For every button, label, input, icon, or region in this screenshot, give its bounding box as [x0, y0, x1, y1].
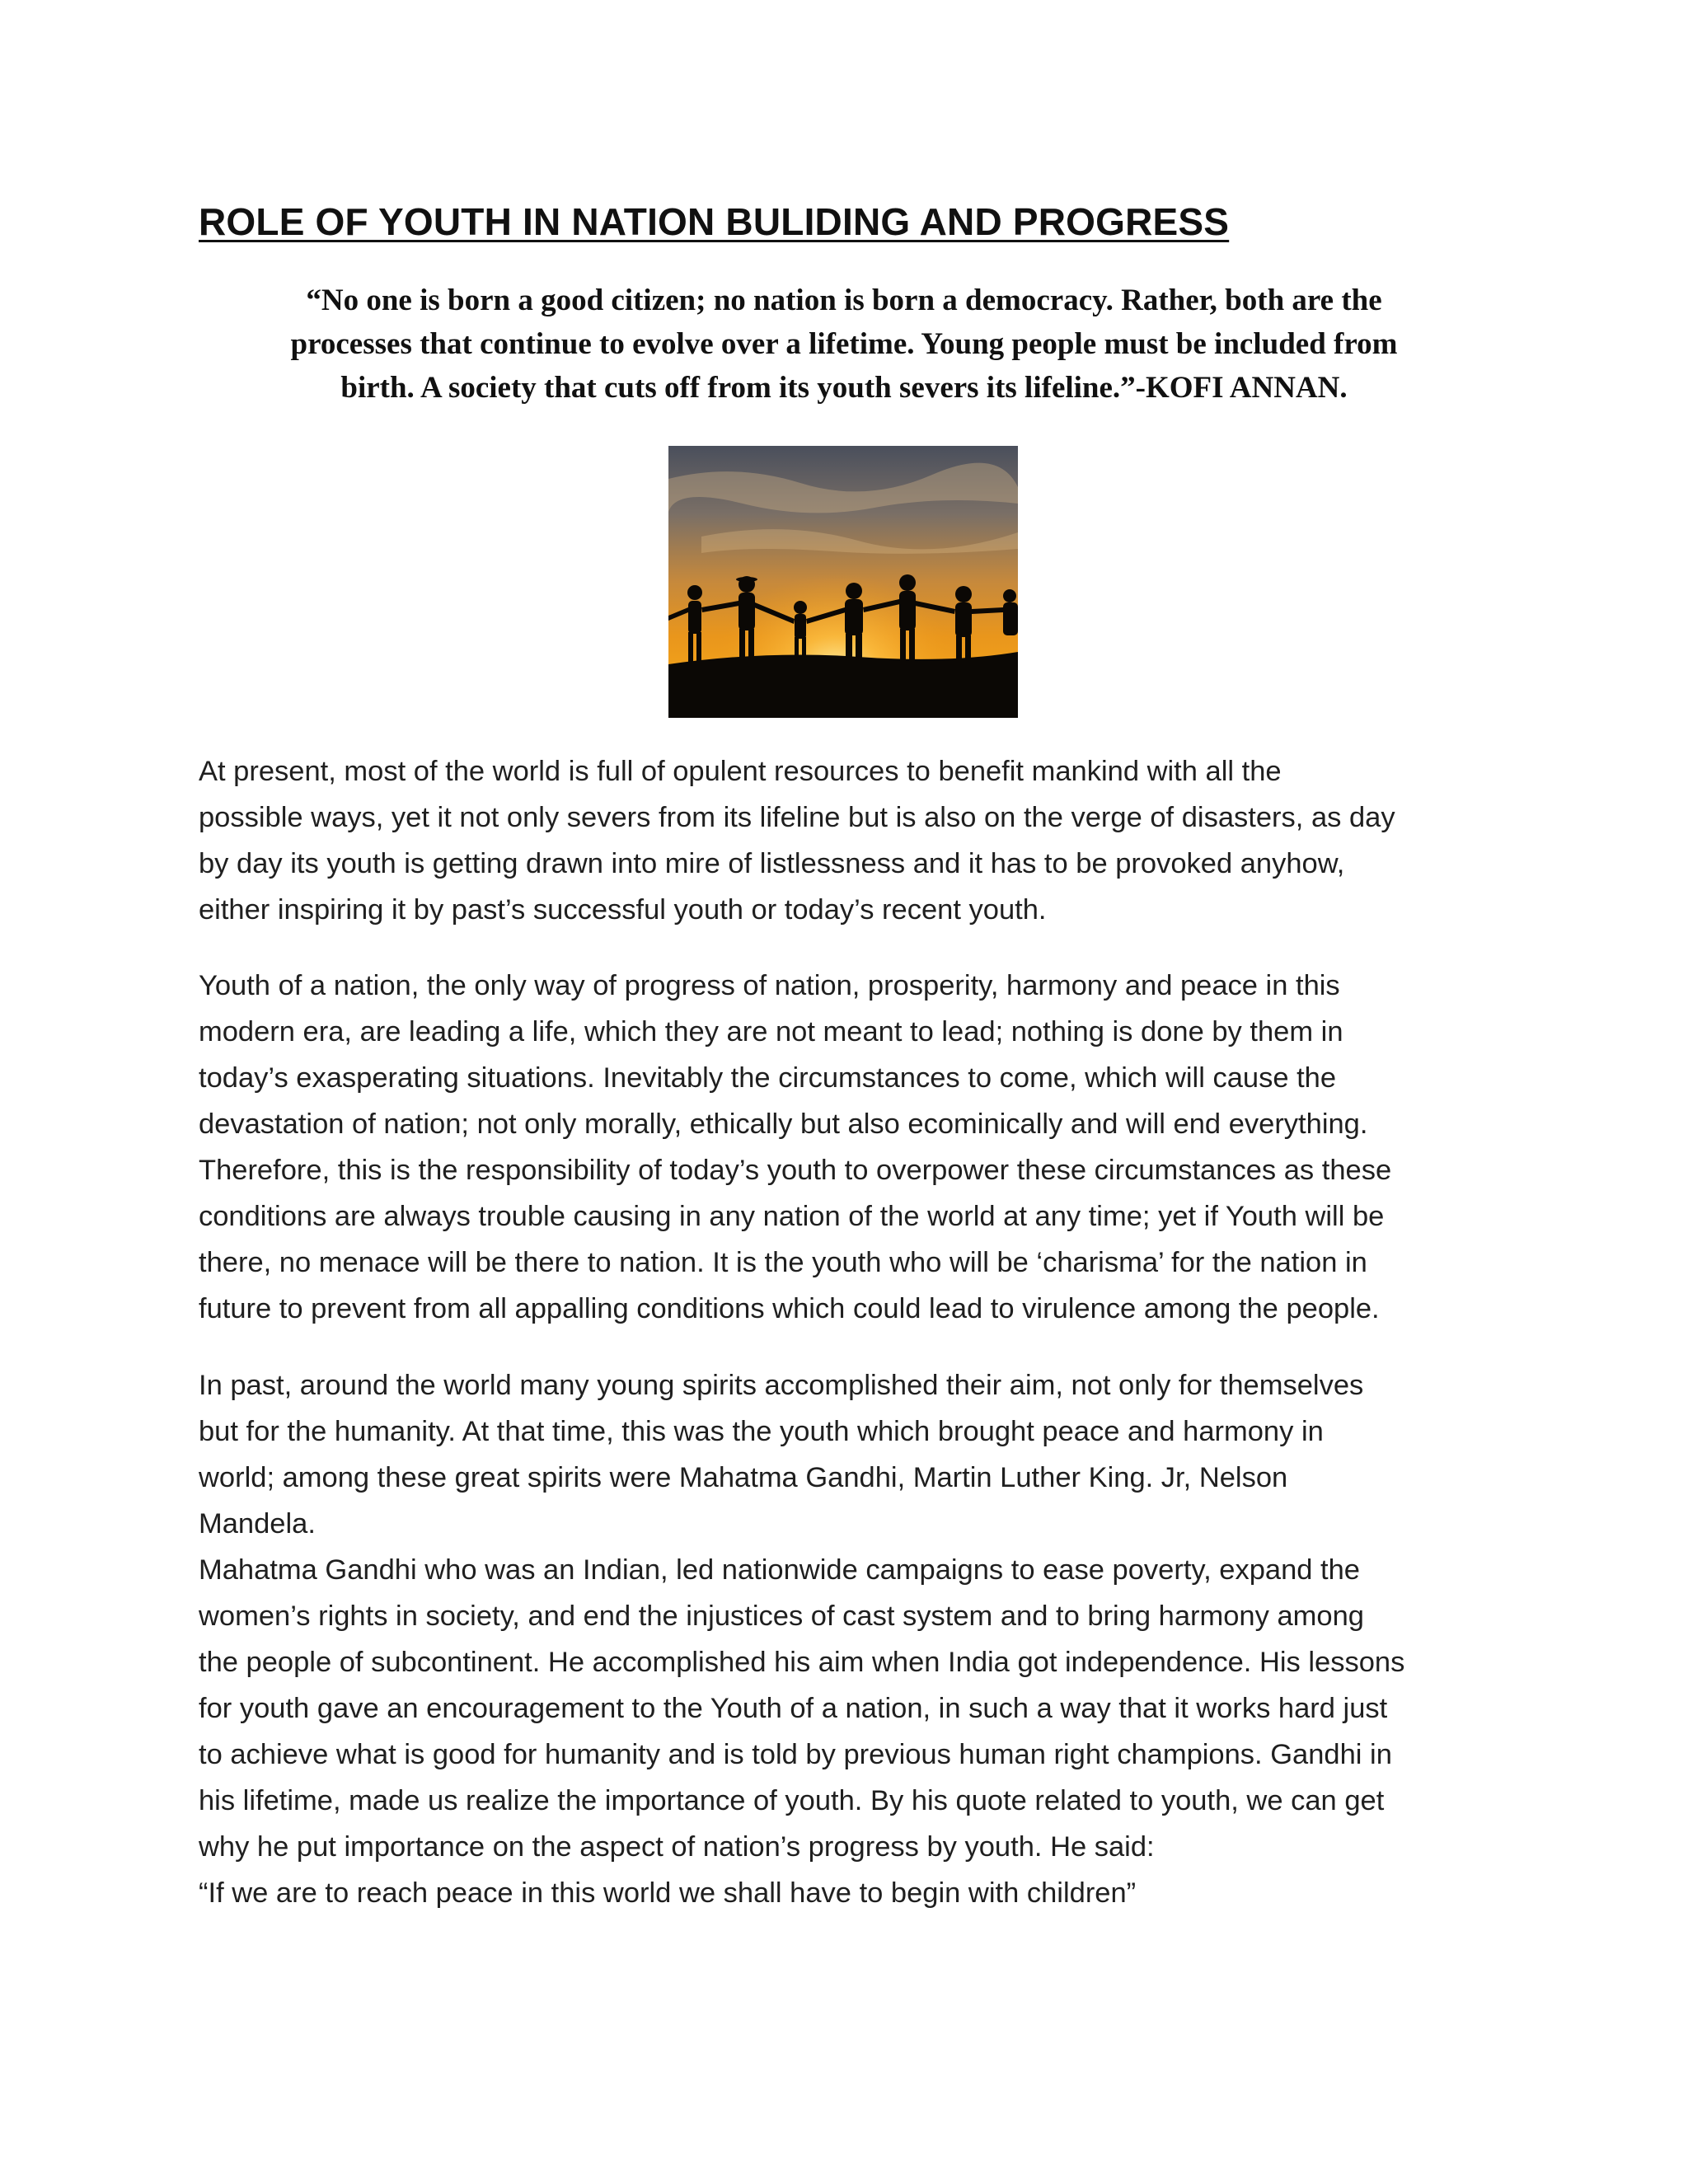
silhouettes-holding-hands-icon [668, 446, 1018, 718]
paragraph-present-world [199, 748, 1517, 933]
paragraph-youth-of-nation [199, 963, 1517, 1332]
text-line: his lifetime, made us realize the importance of youth. By his quote related to youth, we can get [199, 1785, 1385, 1816]
text-line: but for the humanity. At that time, this was the youth which brought peace and harmony in [199, 1416, 1324, 1447]
text-line: women’s rights in society, and end the injustices of cast system and to bring harmony among [199, 1601, 1364, 1632]
text-line: At present, most of the world is full of opulent resources to benefit mankind with all the [199, 756, 1282, 787]
text-line: possible ways, yet it not only severs from its lifeline but is also on the verge of disasters, as day [199, 802, 1395, 833]
silhouettes-sunset-photo [668, 446, 1018, 718]
text-line: conditions are always trouble causing in any nation of the world at any time; yet if Youth will be [199, 1201, 1385, 1232]
text-line: there, no menace will be there to nation. It is the youth who will be ‘charisma’ for the nation in [199, 1247, 1367, 1278]
text-line: Mandela. [199, 1508, 316, 1540]
text-line: Mahatma Gandhi who was an Indian, led nationwide campaigns to ease poverty, expand the [199, 1554, 1360, 1586]
text-line: to achieve what is good for humanity and is told by previous human right champions. Gandhi in [199, 1739, 1392, 1770]
quote-line: birth. A society that cuts off from its youth severs its lifeline.”-KOFI ANNAN. [340, 371, 1348, 405]
text-line: why he put importance on the aspect of nation’s progress by youth. He said: [199, 1831, 1155, 1863]
text-line: the people of subcontinent. He accomplished his aim when India got independence. His lessons [199, 1647, 1405, 1678]
text-line: today’s exasperating situations. Inevitably the circumstances to come, which will cause the [199, 1062, 1337, 1094]
text-line: Youth of a nation, the only way of progress of nation, prosperity, harmony and peace in this [199, 970, 1340, 1001]
text-line: world; among these great spirits were Mahatma Gandhi, Martin Luther King. Jr, Nelson [199, 1462, 1288, 1493]
text-line: In past, around the world many young spirits accomplished their aim, not only for themselves [199, 1370, 1364, 1401]
text-line: modern era, are leading a life, which they are not meant to lead; nothing is done by them in [199, 1016, 1343, 1047]
text-line: Therefore, this is the responsibility of today’s youth to overpower these circumstances as these [199, 1155, 1392, 1186]
quote-line: processes that continue to evolve over a lifetime. Young people must be included from [290, 327, 1398, 361]
text-line: future to prevent from all appalling conditions which could lead to virulence among the people. [199, 1293, 1380, 1324]
text-line: by day its youth is getting drawn into mire of listlessness and it has to be provoked anyhow, [199, 848, 1345, 879]
paragraph-past-young-spirits [199, 1362, 1517, 1916]
document-title: ROLE OF YOUTH IN NATION BULIDING AND PROGRESS [199, 200, 1230, 243]
gandhi-quote-line: “If we are to reach peace in this world we shall have to begin with children” [199, 1877, 1137, 1909]
text-line: either inspiring it by past’s successful youth or today’s recent youth. [199, 894, 1047, 926]
text-line: for youth gave an encouragement to the Youth of a nation, in such a way that it works hard just [199, 1693, 1388, 1724]
kofi-annan-quote [199, 279, 1489, 410]
text-line: devastation of nation; not only morally, ethically but also ecominically and will end everything. [199, 1108, 1368, 1140]
quote-line: “No one is born a good citizen; no nation is born a democracy. Rather, both are the [306, 284, 1382, 317]
